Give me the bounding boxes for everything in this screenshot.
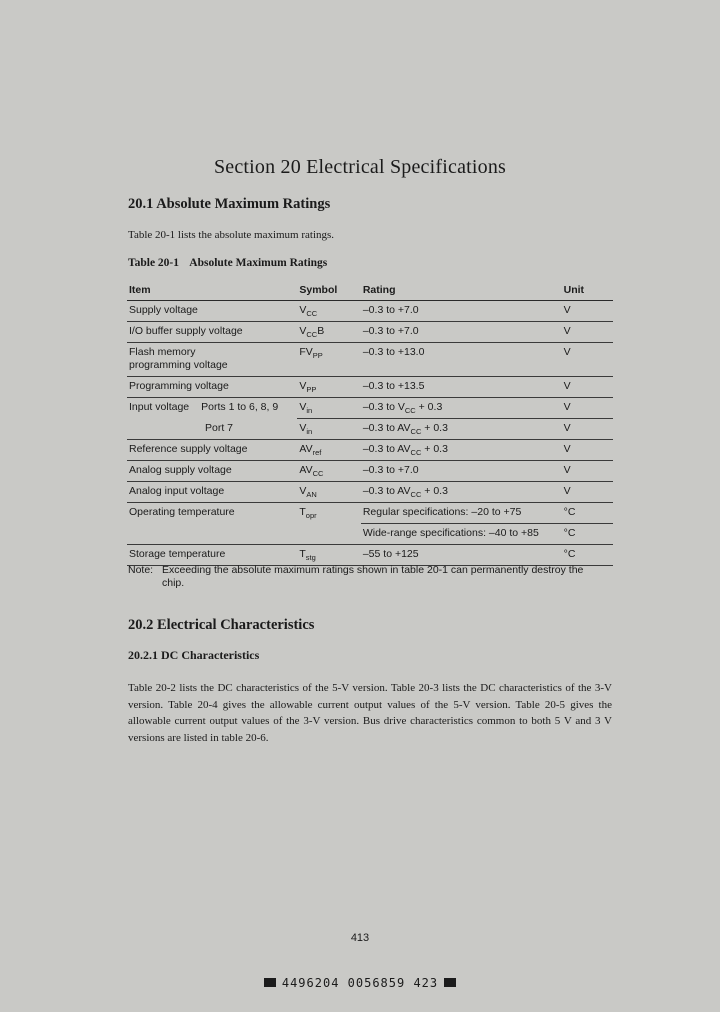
cell-item: Analog supply voltage bbox=[127, 461, 297, 482]
table-row bbox=[127, 398, 613, 419]
heading-absolute-maximum-ratings: 20.1 Absolute Maximum Ratings bbox=[128, 196, 331, 212]
cell-unit: °C bbox=[562, 545, 613, 566]
table-caption-title: Absolute Maximum Ratings bbox=[189, 257, 328, 269]
cell-item: Analog input voltage bbox=[127, 482, 297, 503]
intro-text: Table 20-1 lists the absolute maximum ratings. bbox=[128, 229, 335, 241]
cell-rating: Regular specifications: –20 to +75 bbox=[361, 503, 562, 524]
cell-rating: –0.3 to +7.0 bbox=[361, 322, 562, 343]
cell-rating: –0.3 to $AV_{CC} + 0.3$ bbox=[361, 482, 562, 503]
cell-item: Reference supply voltage bbox=[127, 440, 297, 461]
cell-symbol bbox=[297, 524, 360, 545]
column-header-item: Item bbox=[127, 281, 297, 301]
cell-rating: –0.3 to $AV_{CC} + 0.3$ bbox=[361, 419, 562, 440]
note-text: Exceeding the absolute maximum ratings shown in table 20-1 can permanently destroy the chip. bbox=[162, 564, 584, 589]
cell-item: Supply voltage bbox=[127, 301, 297, 322]
cell-unit: V bbox=[562, 301, 613, 322]
cell-symbol: $V_{in}$ bbox=[297, 398, 360, 419]
table-row bbox=[127, 503, 613, 524]
heading-electrical-characteristics: 20.2 Electrical Characteristics bbox=[128, 617, 315, 633]
section-title: Section 20 Electrical Specifications bbox=[213, 156, 507, 178]
cell-unit: °C bbox=[562, 503, 613, 524]
table-row bbox=[127, 343, 613, 377]
cell-item bbox=[127, 419, 297, 440]
cell-rating: –0.3 to +7.0 bbox=[361, 301, 562, 322]
cell-rating: –0.3 to +7.0 bbox=[361, 461, 562, 482]
table-row bbox=[127, 524, 613, 545]
barcode-line bbox=[0, 976, 720, 990]
cell-unit: V bbox=[562, 482, 613, 503]
table-header-row bbox=[127, 281, 613, 301]
table-row bbox=[127, 301, 613, 322]
cell-item: Programming voltage bbox=[127, 377, 297, 398]
table-caption-number: Table 20-1 bbox=[128, 257, 180, 269]
table-row bbox=[127, 482, 613, 503]
cell-unit: V bbox=[562, 419, 613, 440]
cell-unit: V bbox=[562, 440, 613, 461]
cell-symbol: $T_{opr}$ bbox=[299, 506, 317, 520]
cell-item: Input voltage Ports 1 to 6, 8, 9 bbox=[129, 401, 279, 413]
cell-symbol: $V_{CC}B$ bbox=[297, 322, 360, 343]
table-row bbox=[127, 461, 613, 482]
cell-unit: V bbox=[562, 343, 613, 377]
table-row bbox=[127, 322, 613, 343]
cell-rating: –0.3 to $V_{CC} + 0.3$ bbox=[361, 398, 562, 419]
barcode-block-left bbox=[264, 978, 276, 987]
table-caption bbox=[128, 257, 335, 269]
cell-item: Operating temperature bbox=[129, 506, 235, 518]
cell-unit: V bbox=[562, 398, 613, 419]
cell-symbol: $V_{in}$ bbox=[297, 419, 360, 440]
cell-rating: –55 to +125 bbox=[361, 545, 562, 566]
cell-unit: V bbox=[562, 322, 613, 343]
cell-unit: V bbox=[562, 377, 613, 398]
barcode-block-right bbox=[444, 978, 456, 987]
cell-item: Storage temperature bbox=[127, 545, 297, 566]
cell-symbol: $FV_{PP}$ bbox=[297, 343, 360, 377]
heading-dc-characteristics: 20.2.1 DC Characteristics bbox=[128, 648, 260, 662]
cell-symbol: $AV_{CC}$ bbox=[297, 461, 360, 482]
cell-symbol: $V_{AN}$ bbox=[297, 482, 360, 503]
cell-symbol: $AV_{ref}$ bbox=[297, 440, 360, 461]
cell-symbol: $V_{CC}$ bbox=[297, 301, 360, 322]
table-row bbox=[127, 377, 613, 398]
cell-item: Flash memory programming voltage bbox=[127, 343, 297, 377]
cell-rating: Wide-range specifications: –40 to +85 bbox=[361, 524, 562, 545]
cell-symbol: $V_{PP}$ bbox=[297, 377, 360, 398]
cell-item: I/O buffer supply voltage bbox=[127, 322, 297, 343]
cell-subitem: Ports 1 to 6, 8, 9 bbox=[201, 401, 279, 413]
page-number: 413 bbox=[350, 932, 370, 944]
cell-item bbox=[127, 524, 297, 545]
dc-characteristics-paragraph: Table 20-2 lists the DC characteristics of the 5-V version. Table 20-3 lists the DC characteristics of the 3-V version. Table 20-4 gives the allowable current output values of the 5-V version. Table 20-5 gives the allowable current output values of the 3-V version. Bus drive characteristics common to both 5 V and 3 V versions are listed in table 20-6. bbox=[128, 682, 612, 744]
table-row bbox=[127, 545, 613, 566]
table-row bbox=[127, 440, 613, 461]
cell-subitem: Port 7 bbox=[205, 421, 234, 434]
cell-unit: °C bbox=[562, 524, 613, 545]
cell-rating: –0.3 to $AV_{CC} + 0.3$ bbox=[361, 440, 562, 461]
barcode-text: 4496204 0056859 423 bbox=[281, 976, 439, 990]
cell-rating: –0.3 to +13.5 bbox=[361, 377, 562, 398]
cell-unit: V bbox=[562, 461, 613, 482]
cell-symbol: $T_{stg}$ bbox=[297, 545, 360, 566]
column-header-unit: Unit bbox=[562, 281, 613, 301]
absolute-maximum-ratings-table bbox=[127, 281, 613, 566]
note-label: Note: bbox=[128, 564, 154, 576]
cell-rating: –0.3 to +13.0 bbox=[361, 343, 562, 377]
column-header-symbol: Symbol bbox=[297, 281, 360, 301]
table-note bbox=[128, 564, 598, 590]
table-row bbox=[127, 419, 613, 440]
column-header-rating: Rating bbox=[361, 281, 562, 301]
